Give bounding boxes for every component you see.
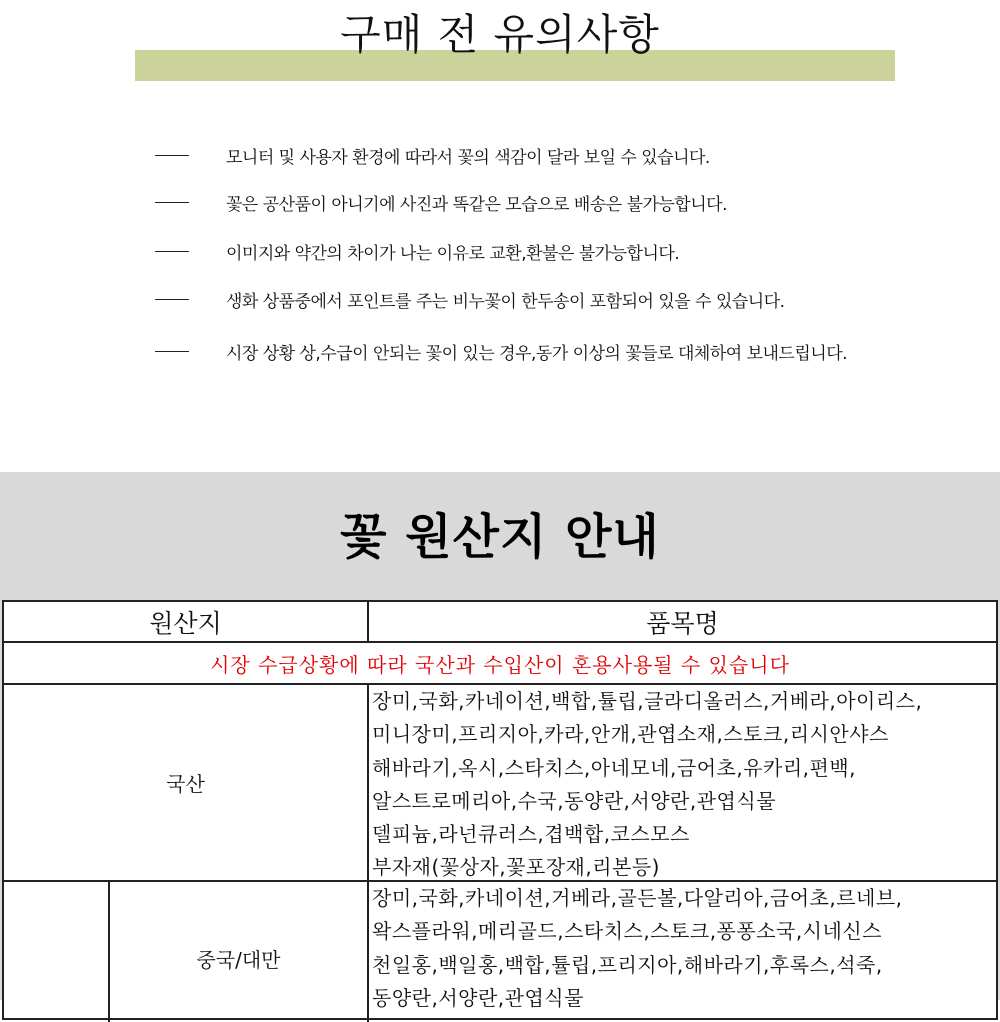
dash-divider (155, 299, 189, 300)
purchase-notice-section (0, 0, 1000, 472)
mixed-use-notice: 시장 수급상황에 따라 국산과 수입산이 혼용사용될 수 있습니다 (210, 652, 790, 677)
header-items: 품목명 (646, 608, 719, 638)
dash-divider (155, 202, 189, 203)
origin-name: 중국/대만 (196, 948, 281, 972)
notice-item (155, 236, 975, 266)
item-line: 장미,국화,카네이션,백합,튤립,글라디올러스,거베라,아이리스, (372, 689, 923, 713)
item-line: 왁스플라워,메리골드,스타치스,스토크,퐁퐁소국,시네신스 (372, 919, 882, 944)
notice-item (155, 336, 975, 366)
page-title: 구매 전 유의사항 (340, 10, 660, 59)
item-line: 해바라기,옥시,스타치스,아네모네,금어초,유카리,편백, (372, 755, 857, 780)
item-line: 부자재(꽃상자,꽃포장재,리본등) (372, 855, 660, 880)
notice-item-text: 꽃은 공산품이 아니기에 사진과 똑같은 모습으로 배송은 불가능합니다. (226, 194, 727, 215)
origin-section (0, 472, 1000, 1010)
notice-item (155, 140, 975, 170)
notice-item (155, 187, 975, 217)
dash-divider (155, 155, 189, 156)
origin-title: 꽃 원산지 안내 (340, 509, 660, 565)
table-header-row (4, 602, 996, 643)
item-line: 미니장미,프리지아,카라,안개,관엽소재,스토크,리시안샤스 (372, 722, 889, 747)
origin-table (2, 600, 998, 1020)
table-notice-row (4, 643, 996, 685)
header-origin: 원산지 (149, 608, 222, 638)
item-line: 알스트로메리아,수국,동양란,서양란,관엽식물 (372, 788, 777, 813)
notice-item-text: 모니터 및 사용자 환경에 따라서 꽃의 색감이 달라 보일 수 있습니다. (226, 147, 710, 168)
item-line: 장미,국화,카네이션,거베라,골든볼,다알리아,금어초,르네브, (372, 886, 903, 910)
origin-name: 국산 (166, 772, 205, 796)
item-line: 동양란,서양란,관엽식물 (372, 985, 584, 1010)
dash-divider (155, 251, 189, 252)
notice-item-text: 이미지와 약간의 차이가 나는 이유로 교환,환불은 불가능합니다. (226, 243, 680, 264)
notice-item-text: 생화 상품중에서 포인트를 주는 비누꽃이 한두송이 포함되어 있을 수 있습니다. (226, 291, 785, 312)
notice-item-text: 시장 상황 상,수급이 안되는 꽃이 있는 경우,동가 이상의 꽃들로 대체하여 보내드립니다. (226, 343, 848, 364)
dash-divider (155, 351, 189, 352)
item-list (369, 685, 996, 880)
item-line: 천일홍,백일홍,백합,튤립,프리지아,해바라기,후록스,석죽, (372, 952, 883, 977)
notice-item (155, 284, 975, 314)
item-line: 델피늄,라넌큐러스,겹백합,코스모스 (372, 822, 690, 847)
table-row (4, 685, 996, 882)
item-list (369, 882, 996, 1022)
table-row (4, 882, 996, 1022)
